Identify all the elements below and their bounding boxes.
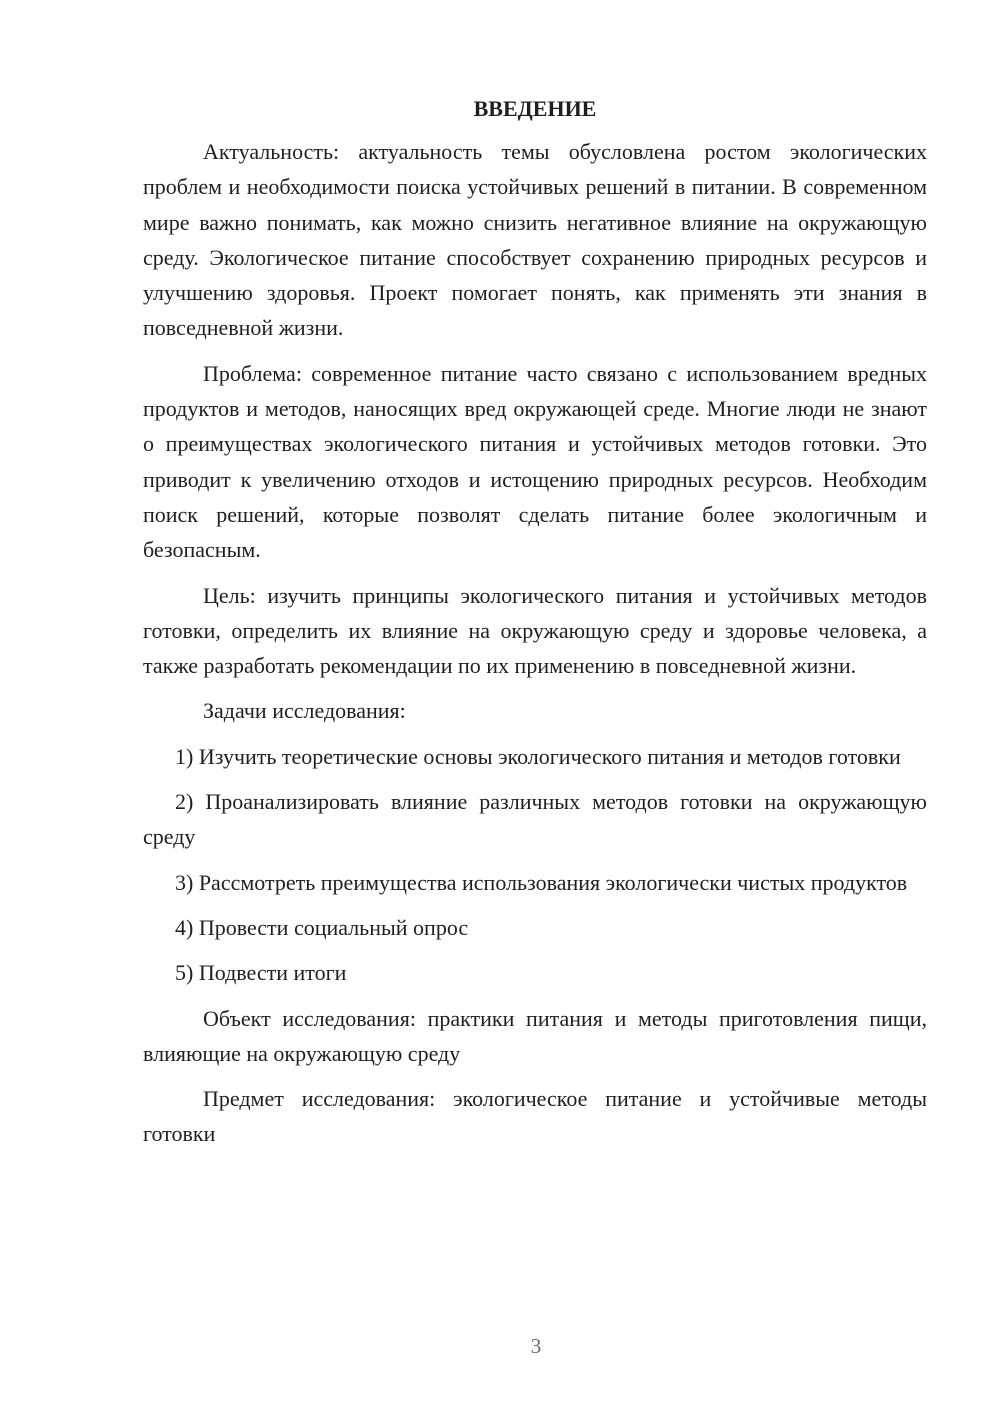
paragraph-relevance: Актуальность: актуальность темы обусловлена ростом экологических проблем и необходимости поиска устойчивых решений в питании. В современном мире важно понимать, как можно снизить негативное влияние на окружающую среду. Экологическое питание способствует сохранению природных ресурсов и улучшению здоровья. Проект помогает понять, как применять эти знания в повседневной жизни.	[143, 139, 927, 341]
paragraph-goal: Цель: изучить принципы экологического питания и устойчивых методов готовки, определить их влияние на окружающую среду и здоровье человека, а также разработать рекомендации по их применению в повседневной жизни.	[143, 582, 927, 679]
paragraph-problem: Проблема: современное питание часто связано с использованием вредных продуктов и методов, наносящих вред окружающей среде. Многие люди не знают о преимуществах экологического питания и устойчивых методов готовки. Это приводит к увеличению отходов и истощению природных ресурсов. Необходим поиск решений, которые позволят сделать питание более экологичным и безопасным.	[143, 360, 927, 563]
task-item-4: 4) Провести социальный опрос	[175, 914, 469, 940]
task-item-3: 3) Рассмотреть преимущества использования экологически чистых продуктов	[175, 869, 908, 895]
paragraph-subject: Предмет исследования: экологическое питание и устойчивые методы готовки	[143, 1086, 927, 1147]
task-item-1: 1) Изучить теоретические основы экологического питания и методов готовки	[175, 743, 901, 769]
task-item-5: 5) Подвести итоги	[175, 960, 347, 986]
task-item-2: 2) Проанализировать влияние различных методов готовки на окружающую среду	[143, 789, 927, 850]
paragraph-tasks-heading: Задачи исследования:	[203, 698, 406, 724]
page-number: 3	[530, 1334, 542, 1358]
paragraph-object: Объект исследования: практики питания и методы приготовления пищи, влияющие на окружающую среду	[143, 1005, 927, 1066]
page-content	[143, 94, 927, 1162]
page-title: ВВЕДЕНИЕ	[473, 96, 597, 121]
